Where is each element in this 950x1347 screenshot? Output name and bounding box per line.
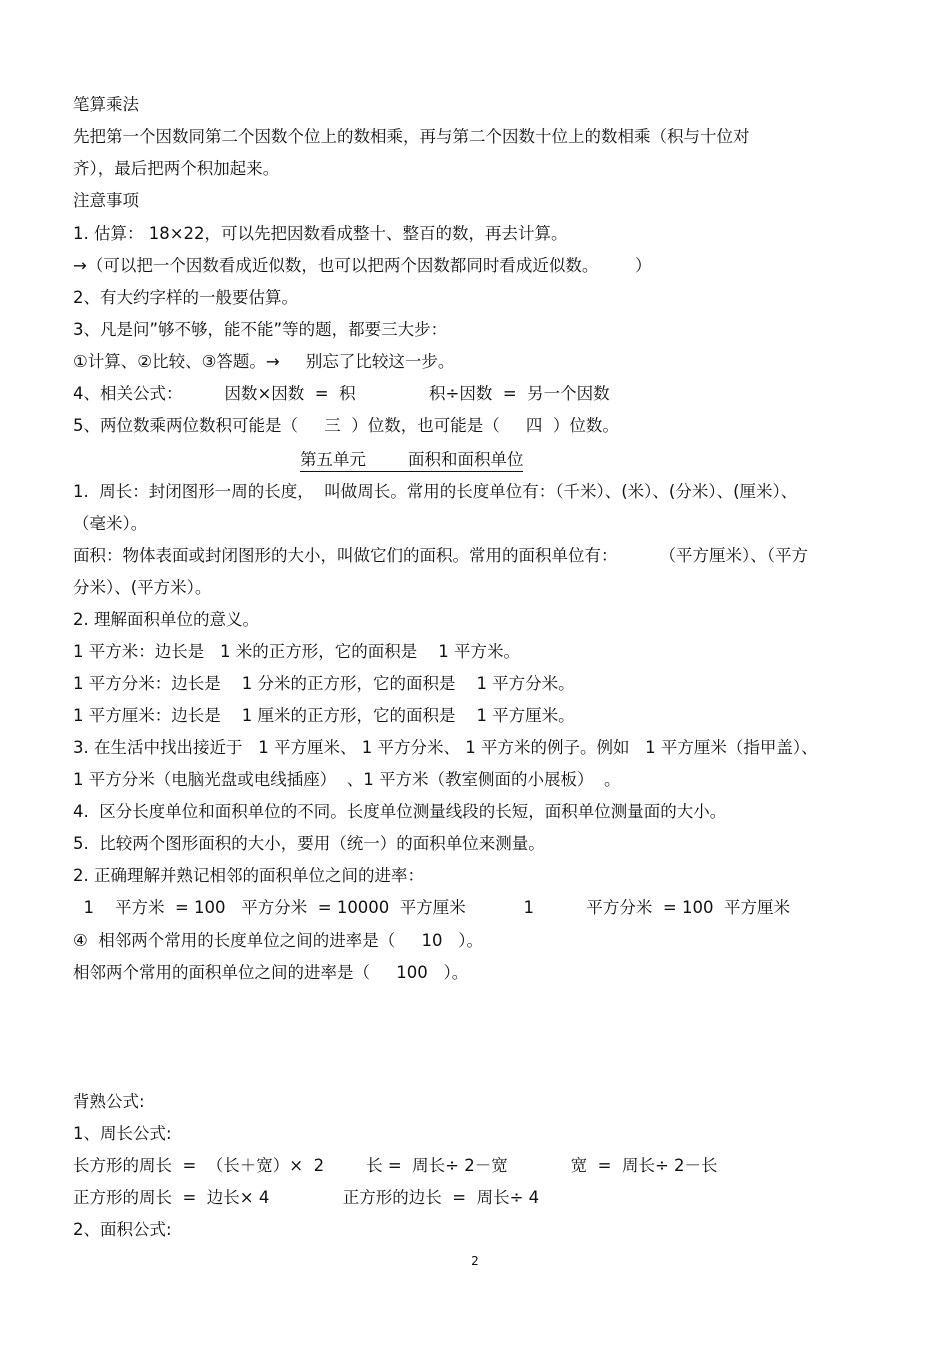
text-line: 1 平方分米：边长是 1 分米的正方形，它的面积是 1 平方分米。	[73, 674, 575, 693]
text-line: 2. 正确理解并熟记相邻的面积单位之间的进率：	[73, 866, 424, 885]
text-line: 齐），最后把两个积加起来。	[73, 159, 280, 178]
page-number: 2	[471, 1254, 479, 1268]
text-line: 4. 区分长度单位和面积单位的不同。长度单位测量线段的长短，面积单位测量面的大小。	[73, 802, 727, 821]
text-line: →（可以把一个因数看成近似数，也可以把两个因数都同时看成近似数。 ）	[73, 256, 652, 275]
heading-written-multiplication: 笔算乘法	[73, 95, 139, 114]
text-line: 2、有大约字样的一般要估算。	[73, 288, 298, 307]
formula-line: 正方形的周长 = 边长× 4 正方形的边长 = 周长÷ 4	[73, 1188, 540, 1207]
text-line: 1 平方米：边长是 1 米的正方形，它的面积是 1 平方米。	[73, 642, 520, 661]
text-line: 3、凡是问”够不够，能不能”等的题，都要三大步：	[73, 320, 448, 339]
text-line: 1 平方分米（电脑光盘或电线插座） 、1 平方米（教室侧面的小展板） 。	[73, 770, 621, 789]
heading-formulas: 背熟公式:	[73, 1092, 145, 1111]
text-line: 1. 估算： 18×22，可以先把因数看成整十、整百的数，再去计算。	[73, 224, 568, 243]
heading-notes: 注意事项	[73, 191, 139, 210]
text-line: 分米）、(平方米）。	[73, 578, 212, 597]
section-title: 第五单元 面积和面积单位	[300, 450, 523, 472]
text-line: 2. 理解面积单位的意义。	[73, 610, 259, 629]
formula-line: 长方形的周长 = （长＋宽）× 2 长 = 周长÷ 2－宽 宽 = 周长÷ 2－长	[73, 1156, 718, 1175]
text-line: 5、两位数乘两位数积可能是（ 三 ）位数，也可能是（ 四 ）位数。	[73, 416, 619, 435]
text-line: 5. 比较两个图形面积的大小，要用（统一）的面积单位来测量。	[73, 834, 545, 853]
formula-line: 4、相关公式： 因数×因数 = 积 积÷因数 = 另一个因数	[73, 384, 610, 403]
conversion-line: 1 平方米 = 100 平方分米 = 10000 平方厘米 1 平方分米 = 100 平方厘米	[73, 898, 790, 917]
text-line: ①计算、②比较、③答题。→ 别忘了比较这一步。	[73, 352, 455, 371]
heading-area-formulas: 2、面积公式:	[73, 1220, 172, 1239]
text-line: 先把第一个因数同第二个因数个位上的数相乘，再与第二个因数十位上的数相乘（积与十位对	[73, 127, 750, 146]
text-line: ④ 相邻两个常用的长度单位之间的进率是（ 10 ）。	[73, 931, 483, 950]
text-line: 3. 在生活中找出接近于 1 平方厘米、 1 平方分米、 1 平方米的例子。例如 1 平方厘米（指甲盖）、	[73, 738, 818, 757]
text-line: 相邻两个常用的面积单位之间的进率是（ 100 ）。	[73, 963, 469, 982]
text-line: 面积：物体表面或封闭图形的大小，叫做它们的面积。常用的面积单位有： （平方厘米）、（平方	[73, 546, 808, 565]
heading-perimeter-formulas: 1、周长公式:	[73, 1124, 172, 1143]
text-line: 1 平方厘米：边长是 1 厘米的正方形，它的面积是 1 平方厘米。	[73, 706, 575, 725]
text-line: （毫米）。	[73, 514, 148, 533]
text-line: 1. 周长：封闭图形一周的长度， 叫做周长。常用的长度单位有：（千米）、(米）、(分米）、(厘米）、	[73, 482, 798, 501]
